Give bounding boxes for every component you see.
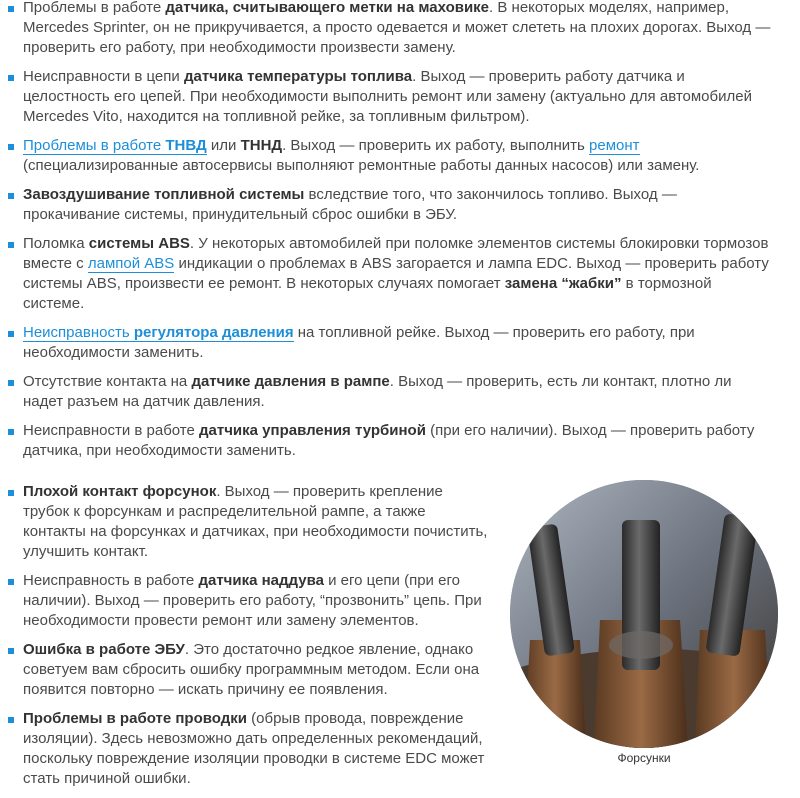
list-item: Неисправности в цепи датчика температуры топлива. Выход — проверить работу датчика и целостность его цепей. При необходимости выполнить ремонт или замену (актуально для автомобилей Mercedes Vito, находится на топливной рейке, за топливным фильтром).: [0, 67, 775, 127]
list-item: Ошибка в работе ЭБУ. Это достаточно редкое явление, однако советуем вам сбросить ошибку программным методом. Если она появится повторно — искать причину ее появления.: [0, 640, 490, 700]
list-item: Завоздушивание топливной системы вследствие того, что закончилось топливо. Выход — прокачивание системы, принудительный сброс ошибки в ЭБУ.: [0, 185, 775, 225]
list-item: Неисправность в работе датчика наддува и его цепи (при его наличии). Выход — проверить его работу, “прозвонить” цепь. При необходимости провести ремонт или замену элементов.: [0, 571, 490, 631]
pressure-regulator-link[interactable]: Неисправность регулятора давления: [23, 324, 294, 341]
list-item: Отсутствие контакта на датчике давления в рампе. Выход — проверить, есть ли контакт, плотно ли надет разъем на датчик давления.: [0, 372, 775, 412]
list-item: Проблемы в работе проводки (обрыв провода, повреждение изоляции). Здесь невозможно дать определенных рекомендаций, поскольку повреждение изоляции проводки в системе EDC может стать причиной ошибки.: [0, 709, 490, 789]
fault-list-bottom: [0, 482, 490, 798]
list-item: Проблемы в работе ТНВД или ТННД. Выход — проверить их работу, выполнить ремонт (специализированные автосервисы выполняют ремонтные работы данных насосов) или замену.: [0, 136, 775, 176]
list-item: Проблемы в работе датчика, считывающего метки на маховике. В некоторых моделях, например, Mercedes Sprinter, он не прикручивается, а просто одевается и может слететь на плохих дорогах. Выход — проверить его работу, при необходимости произвести замену.: [0, 0, 775, 58]
list-item: Неисправности в работе датчика управления турбиной (при его наличии). Выход — проверить работу датчика, при необходимости заменить.: [0, 421, 775, 461]
tnvd-problems-link[interactable]: Проблемы в работе ТНВД: [23, 137, 207, 154]
repair-link[interactable]: ремонт: [589, 137, 640, 154]
figure-caption: Форсунки: [617, 751, 671, 765]
list-item: Поломка системы ABS. У некоторых автомобилей при поломке элементов системы блокировки тормозов вместе с лампой ABS индикации о проблемах в ABS загорается и лампа EDC. Выход — проверить работу системы ABS, произвести ее ремонт. В некоторых случаях помогает замена “жабки” в тормозной системе.: [0, 234, 775, 314]
injectors-figure: [510, 480, 780, 770]
injectors-photo: [510, 480, 778, 748]
list-item: Неисправность регулятора давления на топливной рейке. Выход — проверить его работу, при необходимости заменить.: [0, 323, 775, 363]
abs-lamp-link[interactable]: лампой ABS: [87, 255, 175, 272]
list-item: Плохой контакт форсунок. Выход — проверить крепление трубок к форсункам и распределительной рампе, а также контакты на форсунках и датчиках, при необходимости почистить, улучшить контакт.: [0, 482, 490, 562]
